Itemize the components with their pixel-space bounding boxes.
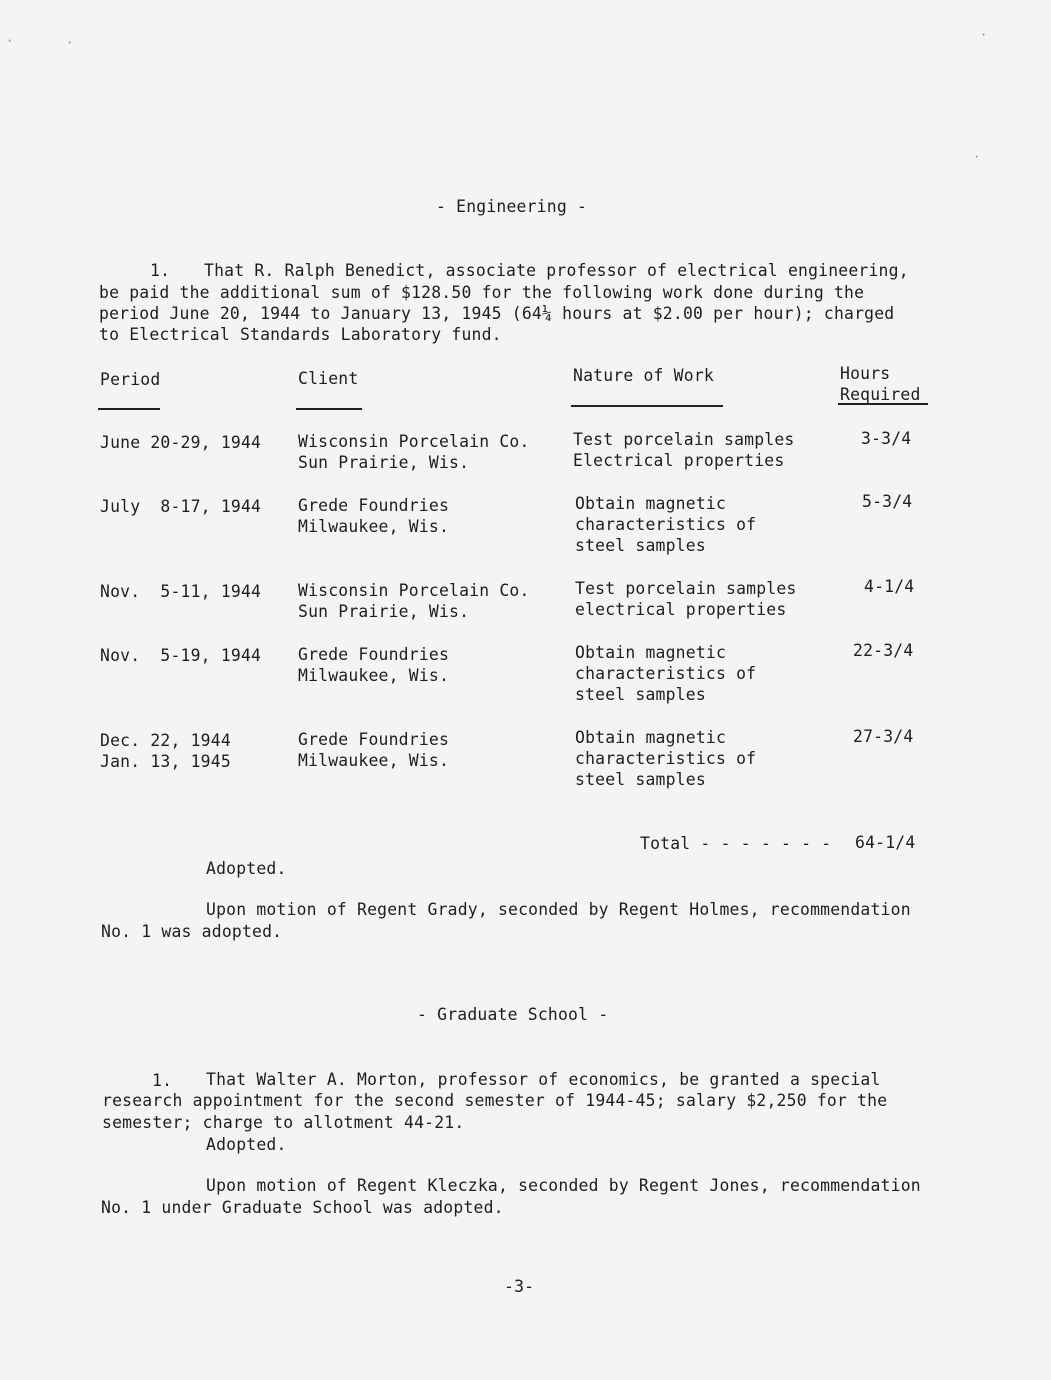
row-nature: characteristics of (575, 749, 757, 768)
row-nature: characteristics of (575, 515, 757, 534)
page-number: -3- (504, 1277, 535, 1296)
row-client: Grede Foundries (298, 496, 450, 515)
column-header-required: Required (840, 385, 921, 404)
scan-speck: · (6, 34, 14, 48)
row-hours: 3-3/4 (861, 429, 912, 448)
scan-speck: · (973, 150, 981, 164)
item-number: 1. (152, 1071, 173, 1090)
motion-line: No. 1 was adopted. (101, 922, 283, 941)
row-nature: electrical properties (575, 600, 787, 619)
row-nature: Electrical properties (573, 451, 785, 470)
row-nature: Test porcelain samples (575, 579, 797, 598)
row-nature: characteristics of (575, 664, 757, 683)
paragraph-line: to Electrical Standards Laboratory fund. (99, 325, 502, 344)
column-header-period: Period (100, 370, 161, 389)
row-client: Grede Foundries (298, 730, 450, 749)
header-underline (838, 403, 928, 405)
row-nature: Test porcelain samples (573, 430, 795, 449)
section-heading-engineering: - Engineering - (436, 197, 588, 216)
adopted-text: Adopted. (206, 1135, 287, 1154)
row-nature: Obtain magnetic (575, 728, 727, 747)
column-header-client: Client (298, 369, 359, 388)
paragraph-line: semester; charge to allotment 44-21. (102, 1113, 465, 1132)
row-client: Sun Prairie, Wis. (298, 453, 470, 472)
motion-line: Upon motion of Regent Kleczka, seconded by Regent Jones, recommendation (206, 1176, 921, 1195)
paragraph-line: be paid the additional sum of $128.50 for the following work done during the (99, 283, 865, 302)
row-period: Nov. 5-11, 1944 (100, 582, 262, 601)
scan-speck: · (980, 28, 988, 42)
paragraph-line: research appointment for the second semester of 1944-45; salary $2,250 for the (102, 1091, 888, 1110)
header-underline (571, 405, 723, 407)
scan-speck: · (66, 36, 74, 50)
total-label: Total - - - - - - - (640, 834, 832, 853)
row-nature: Obtain magnetic (575, 494, 727, 513)
header-underline (98, 408, 160, 410)
column-header-nature: Nature of Work (573, 366, 714, 385)
paragraph-line: That R. Ralph Benedict, associate professor of electrical engineering, (204, 261, 909, 280)
row-nature: Obtain magnetic (575, 643, 727, 662)
row-hours: 22-3/4 (853, 641, 914, 660)
paragraph-line: period June 20, 1944 to January 13, 1945 (64¼ hours at $2.00 per hour); charged (99, 304, 895, 323)
item-number: 1. (150, 261, 171, 280)
row-client: Milwaukee, Wis. (298, 517, 450, 536)
row-nature: steel samples (575, 770, 706, 789)
row-nature: steel samples (575, 536, 706, 555)
row-period: June 20-29, 1944 (100, 433, 262, 452)
row-client: Milwaukee, Wis. (298, 666, 450, 685)
row-client: Wisconsin Porcelain Co. (298, 432, 530, 451)
header-underline (296, 408, 362, 410)
motion-line: No. 1 under Graduate School was adopted. (101, 1198, 504, 1217)
motion-line: Upon motion of Regent Grady, seconded by Regent Holmes, recommendation (206, 900, 911, 919)
row-hours: 27-3/4 (853, 727, 914, 746)
row-client: Grede Foundries (298, 645, 450, 664)
row-hours: 4-1/4 (864, 577, 915, 596)
total-value: 64-1/4 (855, 833, 916, 852)
row-hours: 5-3/4 (862, 492, 913, 511)
adopted-text: Adopted. (206, 859, 287, 878)
row-period: Jan. 13, 1945 (100, 752, 231, 771)
row-period: Dec. 22, 1944 (100, 731, 231, 750)
row-period: Nov. 5-19, 1944 (100, 646, 262, 665)
section-heading-graduate: - Graduate School - (417, 1005, 609, 1024)
row-client: Milwaukee, Wis. (298, 751, 450, 770)
row-client: Sun Prairie, Wis. (298, 602, 470, 621)
row-client: Wisconsin Porcelain Co. (298, 581, 530, 600)
row-period: July 8-17, 1944 (100, 497, 262, 516)
paragraph-line: That Walter A. Morton, professor of economics, be granted a special (206, 1070, 881, 1089)
column-header-hours: Hours (840, 364, 891, 383)
row-nature: steel samples (575, 685, 706, 704)
